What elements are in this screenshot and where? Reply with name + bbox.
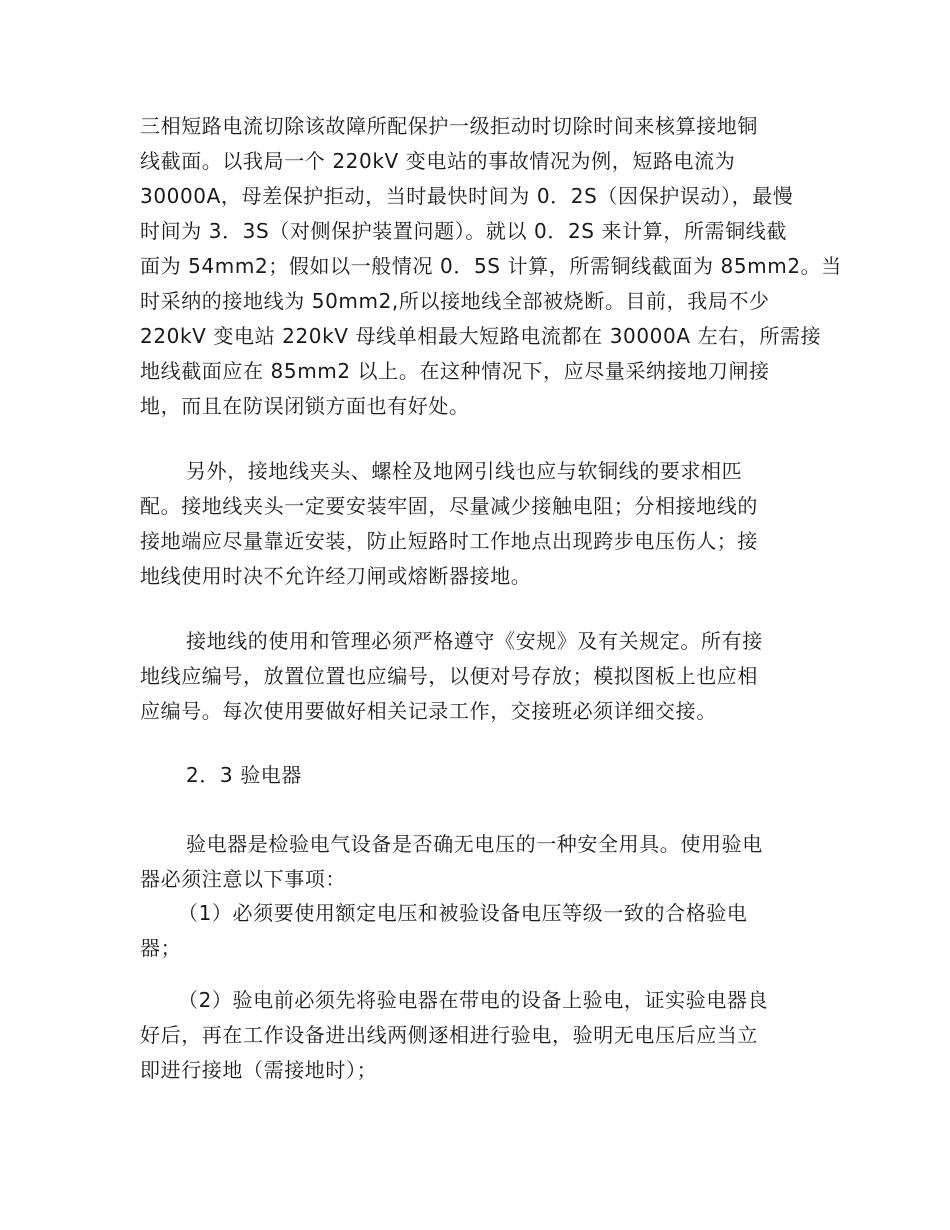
text-line: （1）必须要使用额定电压和被验设备电压等级一致的合格验电 (178, 901, 748, 925)
text-line: 器； (140, 936, 182, 960)
section-heading-text: 2．3 验电器 (186, 763, 303, 787)
text-line: 接地端应尽量靠近安装，防止短路时工作地点出现跨步电压伤人；接 (140, 529, 758, 553)
text-line: 面为 54mm2；假如以一般情况 0．5S 计算，所需铜线截面为 85mm2。当 (140, 254, 842, 278)
text-line: 时间为 3．3S（对侧保护装置问题）。就以 0．2S 来计算，所需铜线截 (140, 219, 787, 243)
text-line: 30000A，母差保护拒动，当时最快时间为 0．2S（因保护误动），最慢 (140, 184, 794, 208)
text-line: 配。接地线夹头一定要安装牢固，尽量减少接触电阻；分相接地线的 (140, 494, 758, 518)
text-line: 地线截面应在 85mm2 以上。在这种情况下，应尽量采纳接地刀闸接 (140, 359, 770, 383)
text-line: 时采纳的接地线为 50mm2,所以接地线全部被烧断。目前，我局不少 (140, 289, 770, 313)
text-line: 即进行接地（需接地时）； (140, 1058, 378, 1082)
text-line: 应编号。每次使用要做好相关记录工作，交接班必须详细交接。 (140, 699, 717, 723)
text-line: 验电器是检验电气设备是否确无电压的一种安全用具。使用验电 (186, 832, 763, 856)
text-line: 器必须注意以下事项： (140, 867, 346, 891)
text-line: 好后，再在工作设备进出线两侧逐相进行验电，验明无电压后应当立 (140, 1023, 758, 1047)
text-line: 地线使用时决不允许经刀闸或熔断器接地。 (140, 564, 532, 588)
text-line: （2）验电前必须先将验电器在带电的设备上验电，证实验电器良 (178, 988, 769, 1012)
text-line: 地，而且在防误闭锁方面也有好处。 (140, 394, 470, 418)
text-line: 220kV 变电站 220kV 母线单相最大短路电流都在 30000A 左右，所需接 (140, 324, 822, 348)
text-line: 线截面。以我局一个 220kV 变电站的事故情况为例，短路电流为 (140, 149, 736, 173)
text-line: 地线应编号，放置位置也应编号，以便对号存放；模拟图板上也应相 (140, 664, 758, 688)
text-line: 另外，接地线夹头、螺栓及地网引线也应与软铜线的要求相匹 (186, 459, 743, 483)
text-line: 三相短路电流切除该故障所配保护一级拒动时切除时间来核算接地铜 (140, 114, 758, 138)
text-line: 接地线的使用和管理必须严格遵守《安规》及有关规定。所有接 (186, 629, 763, 653)
